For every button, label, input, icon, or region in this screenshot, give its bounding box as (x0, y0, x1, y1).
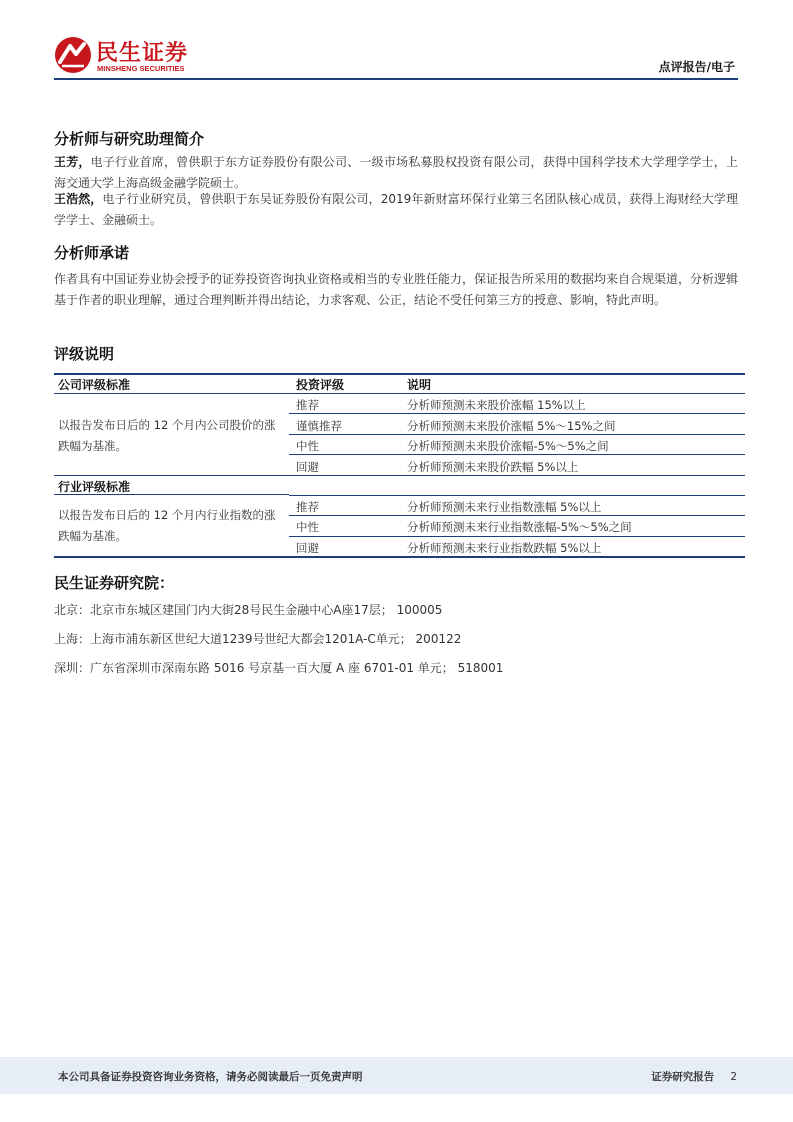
row-divider (289, 495, 745, 496)
address-shenzhen: 深圳：广东省深圳市深南东路 5016 号京基一百大厦 A 座 6701-01 单元； 518001 (54, 661, 504, 675)
minsheng-logo-icon (54, 36, 92, 74)
row-divider (289, 454, 745, 455)
analyst-1-text: 电子行业首席，曾供职于东方证券股份有限公司、一级市场私募股权投资有限公司，获得中国科学技术大学理学学士，上海交通大学上海高级金融学院硕士。 (54, 155, 738, 190)
industry-section-border (54, 475, 745, 476)
industry-rating-name: 推荐 (296, 500, 319, 514)
industry-rating-name: 中性 (296, 520, 319, 534)
analyst-2-name: 王浩然， (54, 192, 103, 206)
company-rating-name: 回避 (296, 460, 319, 474)
analyst-bio-1 (54, 152, 738, 194)
industry-rating-desc: 分析师预测未来行业指数涨幅 5%以上 (407, 500, 602, 514)
industry-rating-desc: 分析师预测未来行业指数涨幅-5%～5%之间 (407, 520, 632, 534)
page-footer (0, 1057, 793, 1094)
company-rating-name: 中性 (296, 439, 319, 453)
col-header-rating: 投资评级 (296, 378, 345, 392)
company-rating-desc: 分析师预测未来股价涨幅 5%～15%之间 (407, 419, 616, 433)
row-divider (289, 515, 745, 516)
analyst-2-text: 电子行业研究员，曾供职于东吴证券股份有限公司，2019年新财富环保行业第三名团队核心成员，获得上海财经大学理学学士、金融硕士。 (54, 192, 738, 227)
rating-table (54, 373, 745, 557)
commitment-text: 作者具有中国证券业协会授予的证券投资咨询执业资格或相当的专业胜任能力，保证报告所采用的数据均来自合规渠道，分析逻辑基于作者的职业理解，通过合理判断并得出结论，力求客观、公正，结论不受任何第三方的授意、影响，特此声明。 (54, 272, 739, 307)
company-rating-basis: 以报告发布日后的 12 个月内公司股价的涨跌幅为基准。 (58, 418, 276, 453)
footer-right (651, 1069, 737, 1084)
page-number: 2 (730, 1071, 737, 1083)
company-rating-header: 公司评级标准 (58, 378, 131, 392)
commitment-title: 分析师承诺 (54, 244, 130, 262)
row-divider (289, 434, 745, 435)
address-beijing: 北京：北京市东城区建国门内大街28号民生金融中心A座17层； 100005 (54, 603, 443, 617)
row-divider (289, 413, 745, 414)
logo-english-name: MINSHENG SECURITIES (97, 64, 185, 73)
table-top-border (54, 373, 745, 375)
analysts-title: 分析师与研究助理简介 (54, 130, 205, 148)
company-rating-desc: 分析师预测未来股价涨幅 15%以上 (407, 398, 586, 412)
table-bottom-border (54, 556, 745, 558)
industry-rating-header: 行业评级标准 (58, 480, 131, 494)
address-shanghai: 上海：上海市浦东新区世纪大道1239号世纪大都会1201A-C单元； 200122 (54, 632, 462, 646)
brand-logo (54, 36, 214, 76)
industry-rating-basis: 以报告发布日后的 12 个月内行业指数的涨跌幅为基准。 (58, 508, 276, 543)
footer-label: 证券研究报告 (651, 1071, 715, 1083)
industry-rating-name: 回避 (296, 541, 319, 555)
institute-title: 民生证券研究院： (54, 574, 175, 592)
rating-title: 评级说明 (54, 345, 115, 363)
industry-header-bottom-border (54, 494, 289, 495)
footer-disclaimer: 本公司具备证券投资咨询业务资格，请务必阅读最后一页免责声明 (58, 1071, 363, 1083)
report-type: 点评报告/电子 (658, 60, 735, 74)
company-rating-name: 谨慎推荐 (296, 419, 342, 433)
industry-rating-desc: 分析师预测未来行业指数跌幅 5%以上 (407, 541, 602, 555)
company-rating-name: 推荐 (296, 398, 319, 412)
analyst-bio-2 (54, 189, 738, 231)
row-divider (289, 536, 745, 537)
header-bottom-border (54, 393, 745, 394)
analyst-1-name: 王芳， (54, 155, 91, 169)
company-rating-desc: 分析师预测未来股价涨幅-5%～5%之间 (407, 439, 609, 453)
col-header-desc: 说明 (407, 378, 432, 392)
header-divider (54, 78, 738, 80)
logo-chinese-name: 民生证券 (96, 41, 189, 66)
company-rating-desc: 分析师预测未来股价跌幅 5%以上 (407, 460, 579, 474)
